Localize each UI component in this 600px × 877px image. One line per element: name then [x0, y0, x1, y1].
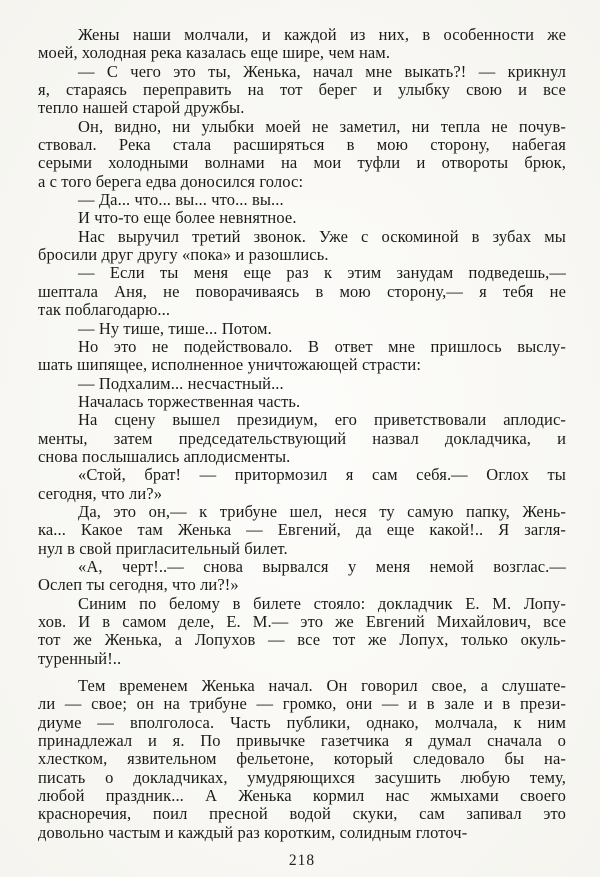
text-line: я, стараясь переправить на тот берег и улыбку свою и все	[38, 80, 566, 100]
text-line: принадлежал и я. По привычке газетчика я думал сначала о	[38, 731, 566, 751]
text-line: — Если ты меня еще раз к этим занудам подведешь,—	[78, 263, 566, 283]
paragraph	[38, 393, 566, 411]
text-line: Ослеп ты сегодня, что ли?!»	[38, 575, 239, 595]
paragraph	[38, 338, 566, 375]
page-number: 218	[288, 852, 316, 870]
text-block	[38, 26, 566, 842]
text-line: «А, черт!..— снова вырвался у меня немой возглас.—	[78, 556, 566, 576]
paragraph	[38, 228, 566, 265]
text-line: хов. И в самом деле, Е. М.— это же Евгений Михайлович, все	[38, 612, 566, 631]
text-line: ли — свое; он на трибуне — громко, они — и в зале и в прези-	[38, 694, 566, 714]
text-line: И что-то еще более невнятное.	[78, 208, 297, 228]
paragraph	[38, 375, 566, 393]
text-line: любой праздник... А Женька кормил нас жмыхами своего	[38, 786, 566, 806]
text-line: Да, это он,— к трибуне шел, неся ту самую папку, Жень-	[78, 501, 566, 521]
text-line: бросили друг другу «пока» и разошлись.	[38, 245, 329, 265]
paragraph	[38, 558, 566, 595]
text-line: менты, затем председательствующий назвал докладчика, и	[38, 428, 566, 448]
text-line: шептала Аня, не поворачиваясь в мою сторону,— я тебя не	[38, 281, 566, 301]
text-line: ка... Какое там Женька — Евгений, да еще какой!.. Я загля-	[38, 520, 566, 540]
text-line: так поблагодарю...	[38, 300, 171, 320]
paragraph	[38, 595, 566, 668]
text-line: — Подхалим... несчастный...	[78, 373, 284, 393]
text-line: Синим по белому в билете стояло: докладчик Е. М. Лопу-	[78, 593, 566, 613]
text-line: «Стой, брат! — притормозил я сам себя.— Оглох ты	[78, 465, 566, 485]
text-line: Началась торжественная часть.	[78, 391, 301, 411]
text-line: снова послышались аплодисменты.	[38, 446, 291, 466]
text-line: — Ну тише, тише... Потом.	[78, 318, 272, 338]
text-line: Он, видно, ни улыбки моей не заметил, ни тепла не почув-	[78, 116, 566, 136]
text-line: ствовал. Река стала расширяться в мою сторону, набегая	[38, 135, 566, 155]
text-line: тепло нашей старой дружбы.	[38, 98, 245, 118]
paragraph	[38, 26, 566, 63]
text-line: хлестком, язвительном фельетоне, который следовало бы на-	[38, 749, 566, 769]
text-line: Жены наши молчали, и каждой из них, в особенности же	[78, 25, 566, 44]
paragraph	[38, 411, 566, 466]
text-line: а с того берега едва доносился голос:	[38, 171, 304, 191]
text-line: На сцену вышел президиум, его приветствовали аплодис-	[78, 410, 566, 430]
text-line: серыми холодными волнами на мои туфли и отвороты брюк,	[38, 153, 566, 173]
text-line: писать о докладчиках, умудряющихся засушить любую тему,	[38, 767, 566, 787]
paragraph	[38, 191, 566, 209]
paragraph	[38, 63, 566, 118]
paragraph	[38, 209, 566, 227]
text-line: диуме — вполголоса. Часть публики, однако, молчала, к ним	[38, 712, 566, 732]
paragraph	[38, 503, 566, 558]
paragraph	[38, 677, 566, 842]
text-line: нул в свой пригласительный билет.	[38, 538, 288, 558]
text-line: Тем временем Женька начал. Он говорил свое, а слушате-	[78, 676, 566, 696]
text-line: довольно частым и каждый раз коротким, солидным глоточ-	[38, 822, 468, 842]
paragraph	[38, 118, 566, 191]
text-line: Но это не подействовало. В ответ мне пришлось выслу-	[78, 336, 566, 356]
text-line: — С чего это ты, Женька, начал мне выкать?! — крикнул	[78, 61, 566, 81]
text-line: моей, холодная река казалась еще шире, чем нам.	[38, 43, 391, 63]
paragraph	[38, 320, 566, 338]
text-line: Нас выручил третий звонок. Уже с оскоминой в зубах мы	[78, 226, 566, 246]
text-line: шать шипящее, исполненное уничтожающей страсти:	[38, 355, 422, 375]
text-line: туренный!..	[38, 648, 122, 668]
paragraph	[38, 264, 566, 319]
text-line: — Да... что... вы... что... вы...	[78, 190, 284, 210]
paragraph	[38, 466, 566, 503]
text-line: тот же Женька, а Лопухов — все тот же Лопух, только окуль-	[38, 630, 566, 650]
text-line: красноречия, поил пресной водой скуки, сам запивал это	[38, 804, 566, 824]
text-line: сегодня, что ли?»	[38, 483, 163, 503]
